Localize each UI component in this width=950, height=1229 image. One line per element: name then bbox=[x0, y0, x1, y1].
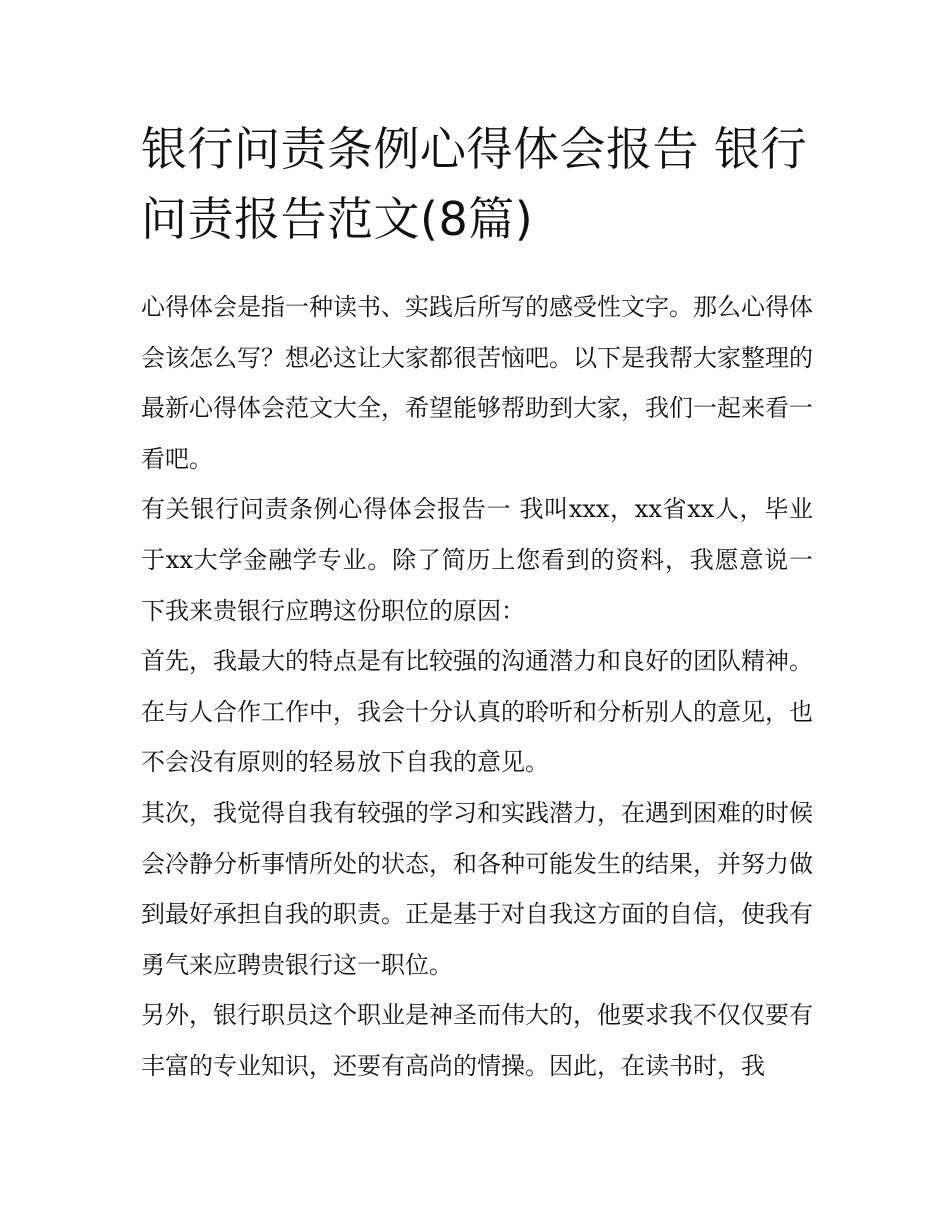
document-content bbox=[141, 114, 813, 1092]
paragraph-intro: 心得体会是指一种读书、实践后所写的感受性文字。那么心得体会该怎么写？想必这让大家都很苦恼吧。以下是我帮大家整理的最新心得体会范文大全，希望能够帮助到大家，我们一起来看一看吧。 bbox=[141, 293, 813, 473]
document-body bbox=[141, 282, 813, 1092]
paragraph-second-point: 其次，我觉得自我有较强的学习和实践潜力，在遇到困难的时候会冷静分析事情所处的状态，和各种可能发生的结果，并努力做到最好承担自我的职责。正是基于对自我这方面的自信，使我有勇气来应聘贵银行这一职位。 bbox=[141, 798, 813, 979]
paragraph-self-introduction: 有关银行问责条例心得体会报告一 我叫xxx，xx省xx人，毕业于xx大学金融学专业。除了简历上您看到的资料，我愿意说一下我来贵银行应聘这份职位的原因： bbox=[141, 495, 813, 625]
paragraph-first-point: 首先，我最大的特点是有比较强的沟通潜力和良好的团队精神。在与人合作工作中，我会十分认真的聆听和分析别人的意见，也不会没有原则的轻易放下自我的意见。 bbox=[141, 647, 813, 777]
paragraph-third-point: 另外，银行职员这个职业是神圣而伟大的，他要求我不仅仅要有丰富的专业知识，还要有高尚的情操。因此，在读书时，我 bbox=[141, 1001, 813, 1080]
document-title: 银行问责条例心得体会报告 银行问责报告范文(8篇) bbox=[141, 122, 808, 246]
